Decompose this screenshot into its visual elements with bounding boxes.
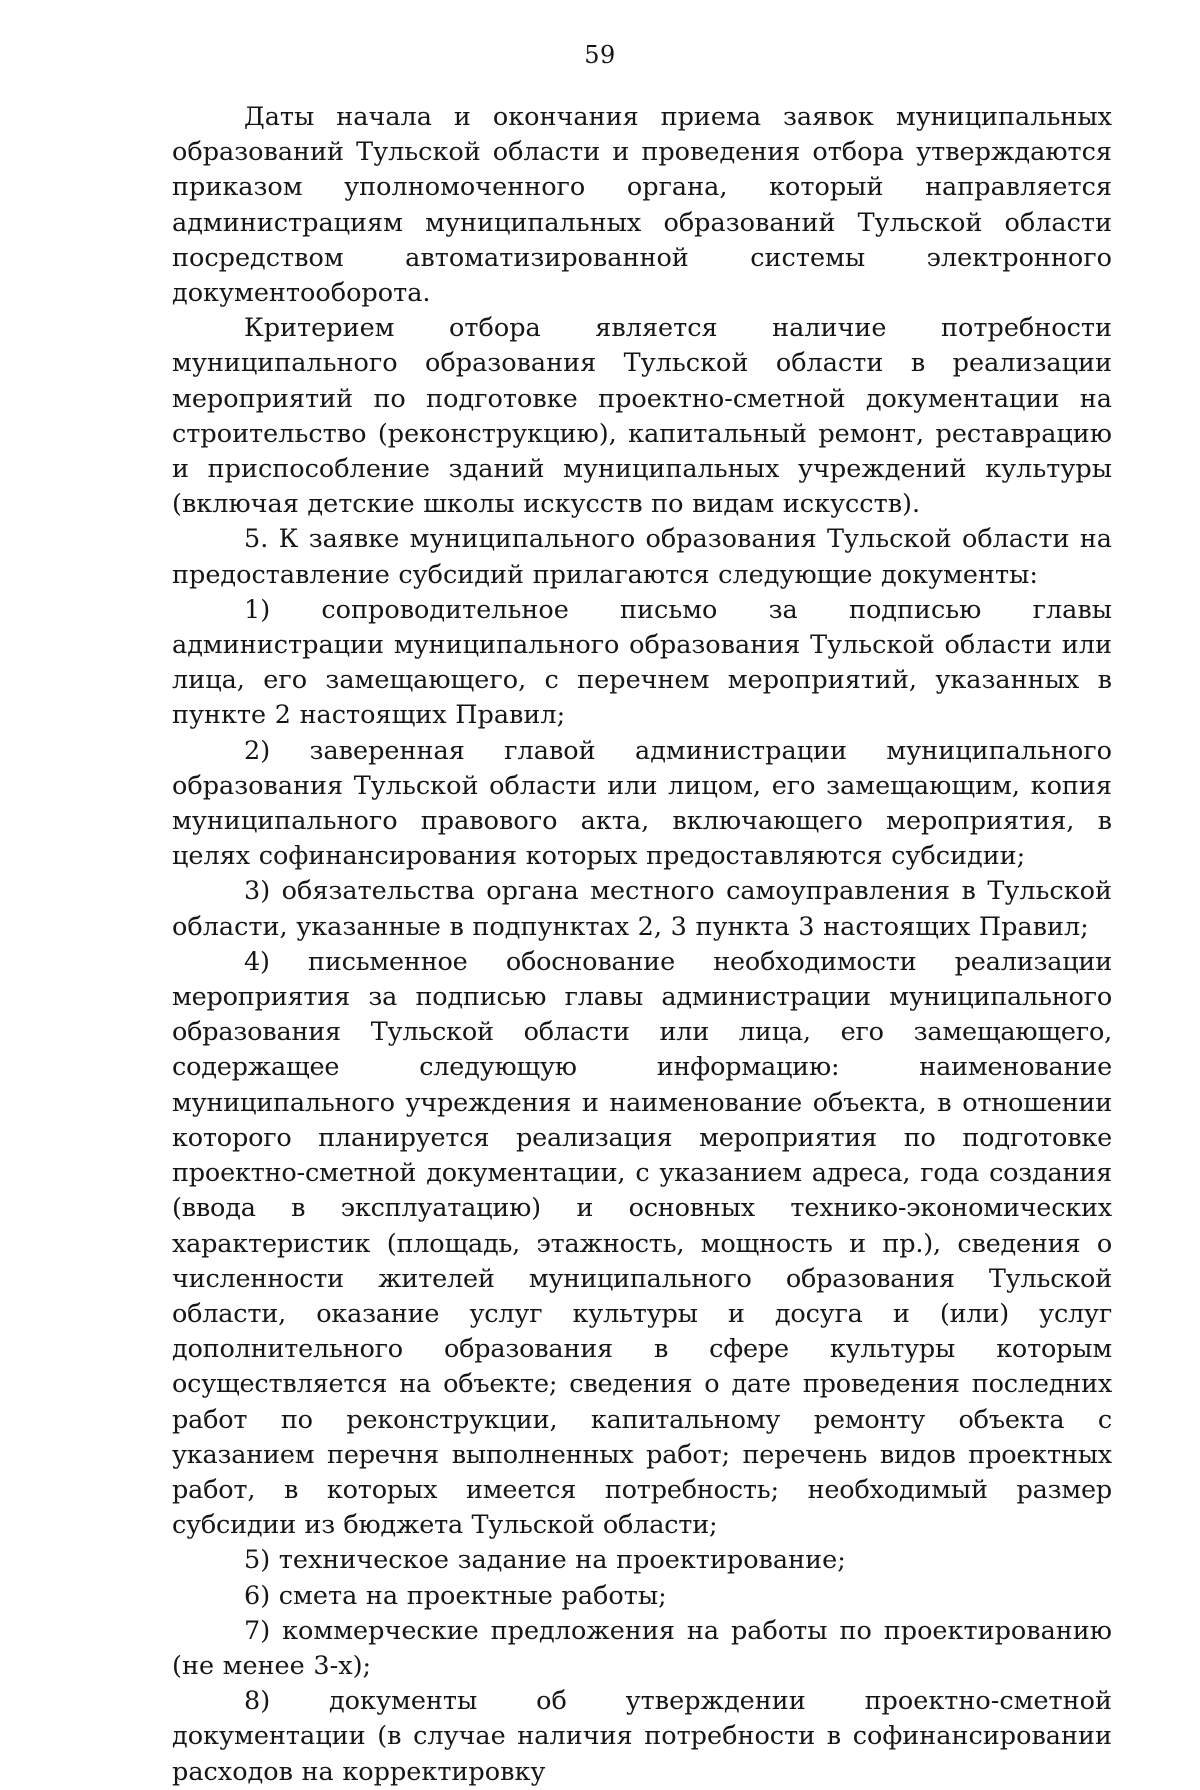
list-item-4: 4) письменное обоснование необходимости реализации мероприятия за подписью главы администрации муниципального образования Тульской области или лица, его замещающего, содержащее следующую информацию: наименование муниципального учреждения и наименование объекта, в отношении которого планируется реализация мероприятия по подготовке проектно-сметной документации, с указанием адреса, года создания (ввода в эксплуатацию) и основных технико-экономических характеристик (площадь, этажность, мощность и пр.), сведения о численности жителей муниципального образования Тульской области, оказание услуг культуры и досуга и (или) услуг дополнительного образования в сфере культуры которым осуществляется на объекте; сведения о дате проведения последних работ по реконструкции, капитальному ремонту объекта с указанием перечня выполненных работ; перечень видов проектных работ, в которых имеется потребность; необходимый размер субсидии из бюджета Тульской области; xyxy=(172,946,1112,1541)
document-body xyxy=(172,100,1112,1790)
paragraph-item-5-intro: 5. К заявке муниципального образования Тульской области на предоставление субсидий прилагаются следующие документы: xyxy=(172,524,1112,590)
list-item-7: 7) коммерческие предложения на работы по проектированию (не менее 3-х); xyxy=(172,1615,1112,1681)
list-item-2: 2) заверенная главой администрации муниципального образования Тульской области или лицом, его замещающим, копия муниципального правового акта, включающего мероприятия, в целях софинансирования которых предоставляются субсидии; xyxy=(172,735,1112,872)
paragraph-application-dates: Даты начала и окончания приема заявок муниципальных образований Тульской области и проведения отбора утверждаются приказом уполномоченного органа, который направляется администрациям муниципальных образований Тульской области посредством автоматизированной системы электронного документооборота. xyxy=(172,102,1112,309)
page-number: 59 xyxy=(584,41,616,69)
list-item-5: 5) техническое задание на проектирование; xyxy=(244,1545,846,1576)
paragraph-selection-criterion: Критерием отбора является наличие потребности муниципального образования Тульской области в реализации мероприятий по подготовке проектно-сметной документации на строительство (реконструкцию), капитальный ремонт, реставрацию и приспособление зданий муниципальных учреждений культуры (включая детские школы искусств по видам искусств). xyxy=(172,313,1112,520)
list-item-8: 8) документы об утверждении проектно-сметной документации (в случае наличия потребности в софинансировании расходов на корректировку xyxy=(172,1686,1112,1787)
list-item-3: 3) обязательства органа местного самоуправления в Тульской области, указанные в подпунктах 2, 3 пункта 3 настоящих Правил; xyxy=(172,876,1112,942)
list-item-1: 1) сопроводительное письмо за подписью главы администрации муниципального образования Тульской области или лица, его замещающего, с перечнем мероприятий, указанных в пункте 2 настоящих Правил; xyxy=(172,594,1112,731)
list-item-6: 6) смета на проектные работы; xyxy=(244,1580,667,1611)
